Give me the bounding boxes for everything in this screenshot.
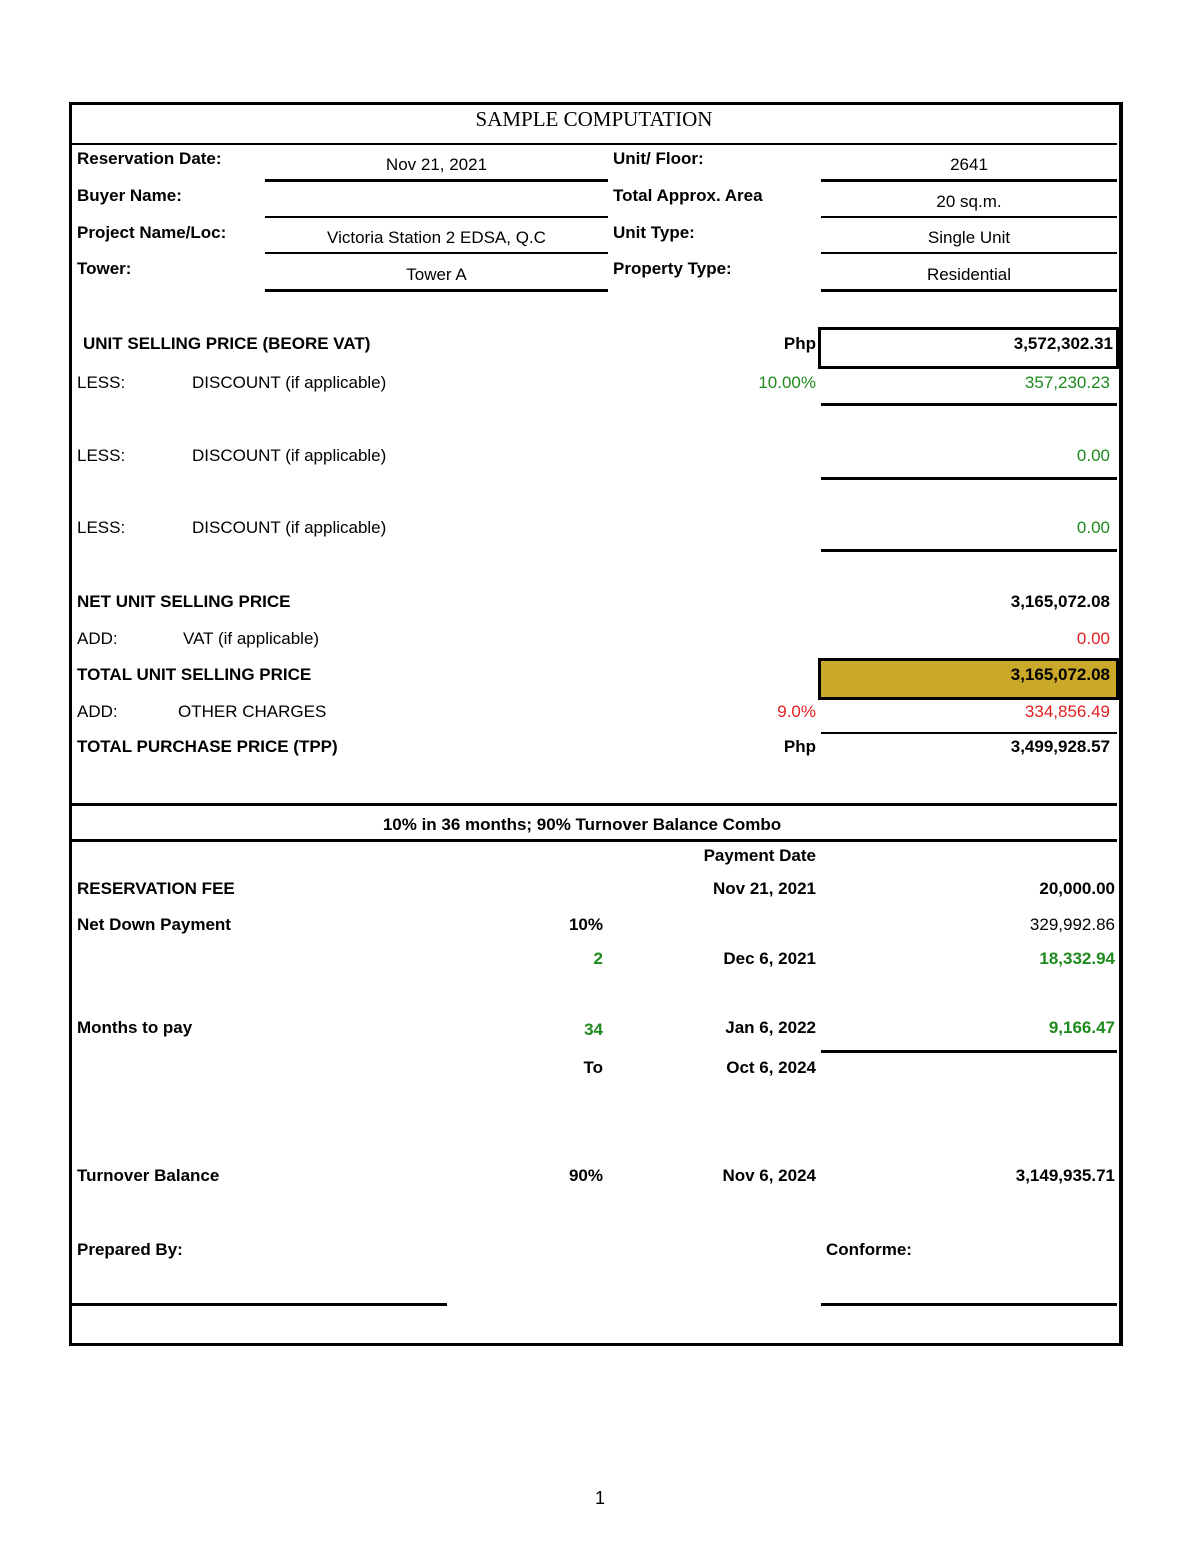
reservation-date-label: Reservation Date: [77,149,222,168]
total-usp-value: 3,165,072.08 [1010,665,1110,684]
discount-2-label: DISCOUNT (if applicable) [192,446,387,465]
reservation-date-underline [265,179,608,182]
turnover-balance-label: Turnover Balance [77,1166,220,1185]
usp-value: 3,572,302.31 [1013,334,1113,353]
reservation-date-value: Nov 21, 2021 [385,155,488,174]
unit-type-label: Unit Type: [613,223,695,242]
usp-label: UNIT SELLING PRICE (BEORE VAT) [83,334,371,353]
unit-floor-label: Unit/ Floor: [613,149,704,168]
buyer-name-underline [265,216,608,218]
property-type-value: Residential [926,265,1012,284]
project-label: Project Name/Loc: [77,223,227,242]
discount-2-underline [821,477,1117,480]
scheme-bottom-divider [72,839,1117,842]
payment-date-header: Payment Date [703,846,816,865]
discount-1-value: 357,230.23 [1024,373,1110,392]
total-usp-label: TOTAL UNIT SELLING PRICE [77,665,312,684]
tpp-value: 3,499,928.57 [1010,737,1110,756]
scheme-top-divider [72,803,1117,806]
discount-3-value: 0.00 [1076,518,1110,537]
unit-type-underline [821,252,1117,254]
to-label: To [583,1058,603,1077]
turnover-balance-value: 3,149,935.71 [1015,1166,1115,1185]
discount-1-label: DISCOUNT (if applicable) [192,373,387,392]
project-value: Victoria Station 2 EDSA, Q.C [327,228,546,247]
reservation-fee-date: Nov 21, 2021 [712,879,816,898]
tpp-currency: Php [783,737,816,756]
discount-1-prefix: LESS: [77,373,126,392]
page-number: 1 [594,1488,605,1508]
unit-floor-underline [821,179,1117,182]
conforme-signature-line [821,1303,1117,1306]
prepared-by-label: Prepared By: [77,1240,183,1259]
reservation-fee-label: RESERVATION FEE [77,879,235,898]
months-to-pay-count: 34 [584,1020,603,1039]
discount-2-value: 0.00 [1076,446,1110,465]
months-to-pay-label: Months to pay [77,1018,193,1037]
months-to-pay-end: Oct 6, 2024 [726,1058,816,1077]
net-usp-value: 3,165,072.08 [1010,592,1110,611]
unit-type-value: Single Unit [927,228,1011,247]
conforme-label: Conforme: [826,1240,912,1259]
net-usp-label: NET UNIT SELLING PRICE [77,592,291,611]
tower-value: Tower A [406,265,467,284]
reservation-fee-value: 20,000.00 [1039,879,1115,898]
vat-prefix: ADD: [77,629,118,648]
page-title: SAMPLE COMPUTATION [475,107,713,131]
area-value: 20 sq.m. [936,192,1002,211]
property-type-underline [821,289,1117,292]
net-down-payment-label: Net Down Payment [77,915,231,934]
tower-underline [265,289,608,292]
turnover-balance-rate: 90% [568,1166,603,1185]
vat-value: 0.00 [1076,629,1110,648]
first-installment-count: 2 [593,949,603,968]
usp-currency: Php [783,334,816,353]
tpp-label: TOTAL PURCHASE PRICE (TPP) [77,737,338,756]
other-charges-rate: 9.0% [777,702,816,721]
property-type-label: Property Type: [613,259,732,278]
net-down-payment-rate: 10% [568,915,603,934]
discount-3-prefix: LESS: [77,518,126,537]
vat-label: VAT (if applicable) [183,629,320,648]
other-charges-value: 334,856.49 [1024,702,1110,721]
title-divider [72,143,1117,145]
first-installment-value: 18,332.94 [1039,949,1115,968]
months-to-pay-start: Jan 6, 2022 [725,1018,816,1037]
discount-3-label: DISCOUNT (if applicable) [192,518,387,537]
monthly-underline [821,1050,1117,1053]
unit-floor-value: 2641 [950,155,988,174]
area-underline [821,216,1117,218]
turnover-balance-date: Nov 6, 2024 [722,1166,816,1185]
buyer-name-label: Buyer Name: [77,186,182,205]
other-charges-prefix: ADD: [77,702,118,721]
tower-label: Tower: [77,259,132,278]
monthly-amount: 9,166.47 [1048,1018,1115,1037]
net-down-payment-value: 329,992.86 [1029,915,1115,934]
other-charges-label: OTHER CHARGES [178,702,327,721]
area-label: Total Approx. Area [613,186,763,205]
other-charges-underline [821,732,1117,734]
discount-3-underline [821,549,1117,552]
discount-1-underline [821,403,1117,406]
discount-2-prefix: LESS: [77,446,126,465]
prepared-by-signature-line [72,1303,447,1306]
project-underline [265,252,608,254]
first-installment-date: Dec 6, 2021 [723,949,816,968]
scheme-title: 10% in 36 months; 90% Turnover Balance Combo [382,815,782,834]
discount-1-rate: 10.00% [758,373,816,392]
